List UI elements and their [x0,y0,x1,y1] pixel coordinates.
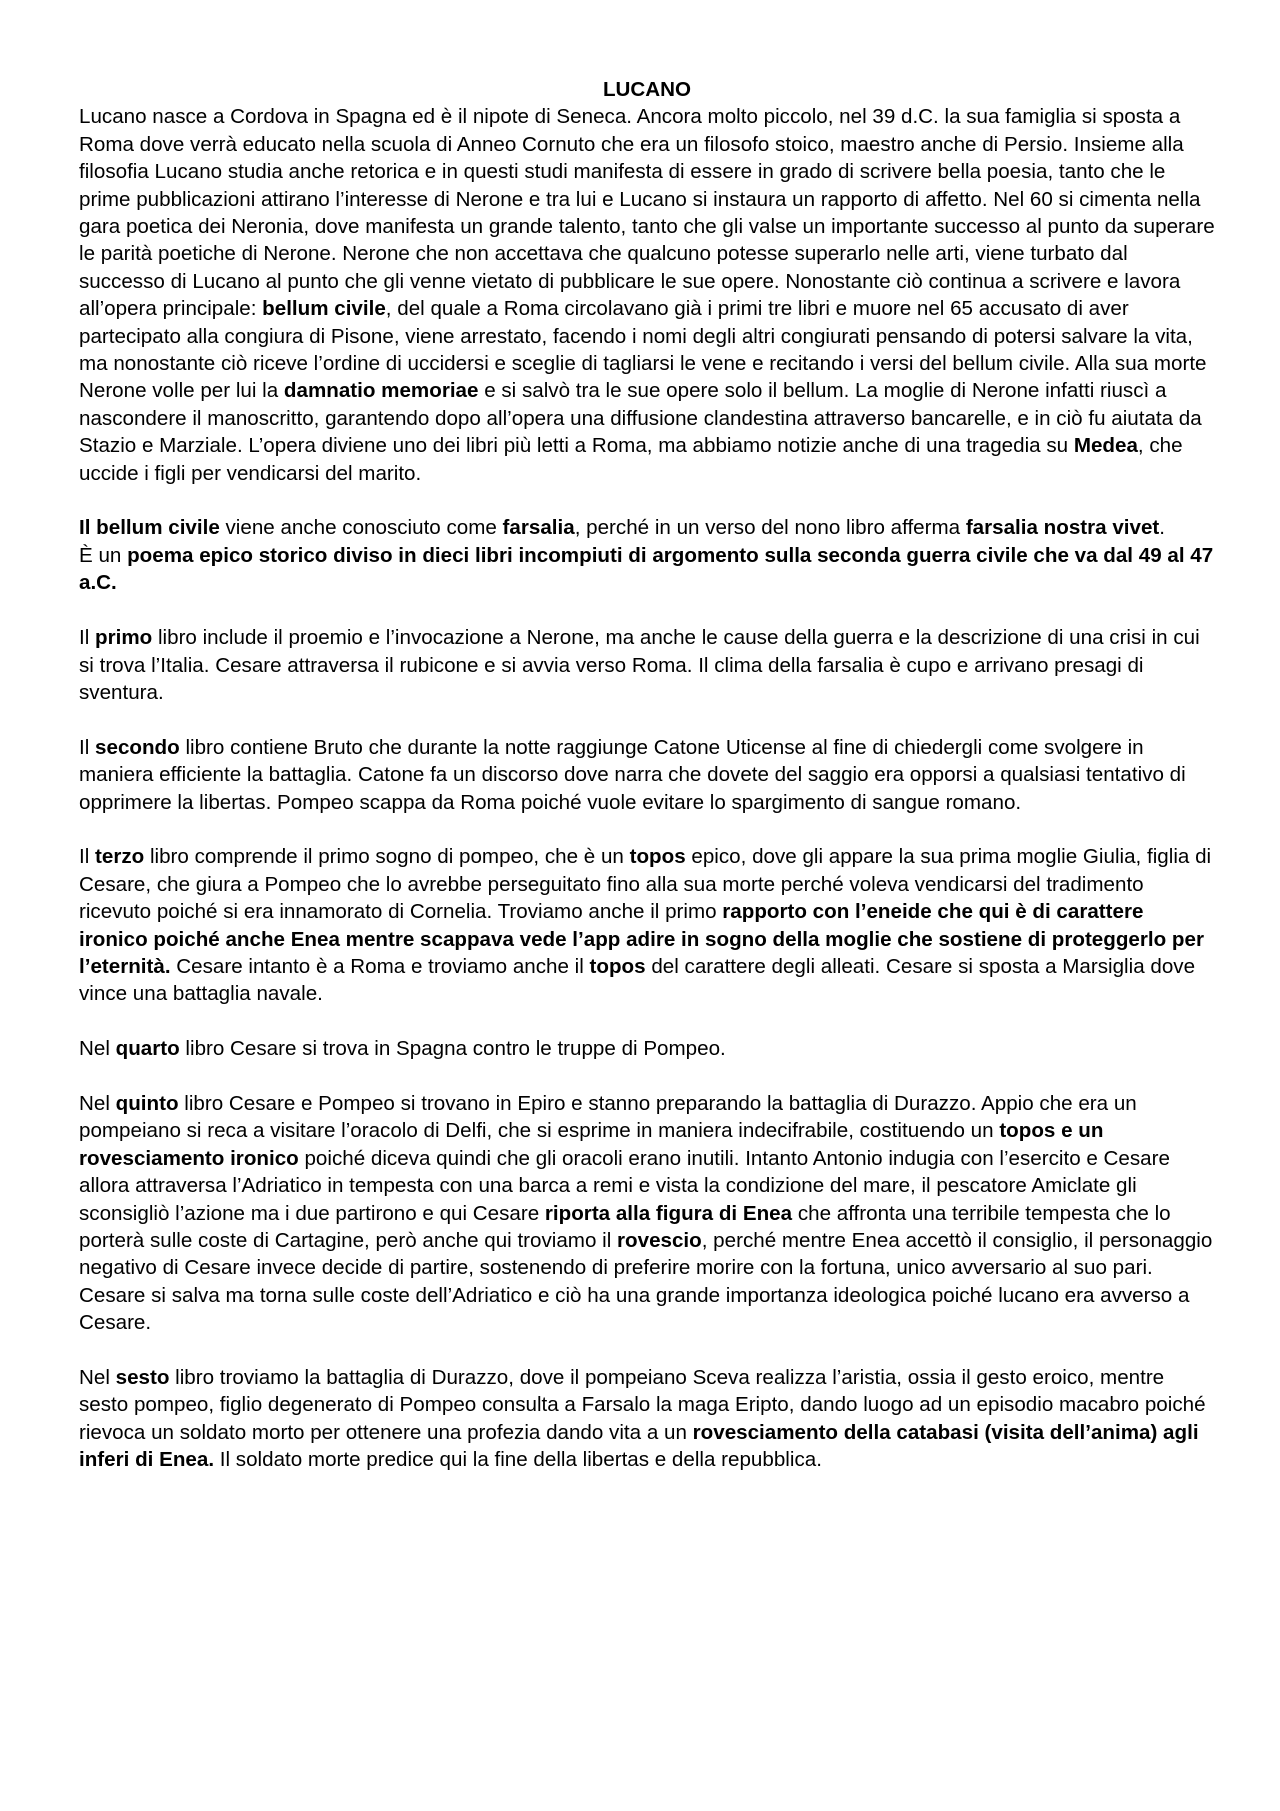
paragraph [79,1090,1215,1337]
bold-text: riporta alla figura di Enea [544,1201,793,1225]
bold-text: Medea [1073,434,1138,458]
text-run: , perché in un verso del nono libro afferma [574,516,966,540]
text-run: , del quale a Roma circolavano già i primi tre libri e muore nel 65 accusato di aver partecipato alla congiura di Pisone, viene arrestato, facendo i nomi degli altri congiurati pensando di potersi salvare la vita, ma nonostante ciò riceve l’ordine di uccidersi e sceglie di tagliarsi le vene e recitando i versi del bellum civile. Alla sua morte Nerone volle per lui la [79,297,1207,403]
bold-text: secondo [95,735,180,759]
text-run: È un [79,543,128,567]
document-page [79,76,1215,1474]
bold-text: poema epico storico diviso in dieci libri incompiuti di argomento sulla seconda guerra civile che va dal 49 al 47 a.C. [79,543,1214,595]
paragraph [79,1364,1215,1474]
text-run: che affronta una terribile tempesta che lo porterà sulle coste di Cartagine, però anche qui troviamo il [79,1201,1171,1252]
paragraph [79,514,1215,596]
text-run: libro contiene Bruto che durante la notte raggiunge Catone Uticense al fine di chiedergli come svolgere in maniera efficiente la battaglia. Catone fa un discorso dove narra che dovete del saggio era opporsi a qualsiasi tentativo di opprimere la libertas. Pompeo scappa da Roma poiché vuole evitare lo spargimento di sangue romano. [79,735,1186,814]
text-run: Nel [79,1037,116,1061]
document-body [79,103,1215,1473]
text-run: Cesare intanto è a Roma e troviamo anche il [170,954,590,978]
bold-text: quinto [115,1091,179,1115]
text-run: poiché diceva quindi che gli oracoli erano inutili. Intanto Antonio indugia con l’esercito e Cesare allora attraversa l’Adriatico in tempesta con una barca a remi e vista la condizione del mare, il pescatore Amiclate gli sconsigliò l’azione ma i due partirono e qui Cesare [79,1146,1170,1225]
text-run: , che uccide i figli per vendicarsi del marito. [79,434,1183,485]
bold-text: topos [589,954,646,978]
text-run: . [1159,516,1166,540]
bold-text: bellum civile [262,297,386,321]
bold-text: Il bellum civile [79,516,220,540]
bold-text: quarto [115,1037,180,1061]
bold-text: damnatio memoriae [283,379,479,403]
bold-text: topos [629,845,686,869]
text-run: libro troviamo la battaglia di Durazzo, dove il pompeiano Sceva realizza l’aristia, ossia il gesto eroico, mentre sesto pompeo, figlio degenerato di Pompeo consulta a Farsalo la maga Eripto, dando luogo ad un episodio macabro poiché rievoca un soldato morto per ottenere una profezia dando vita a un [79,1365,1206,1444]
paragraph [79,1035,1215,1062]
text-run: viene anche conosciuto come [219,516,503,540]
paragraph [79,843,1215,1007]
text-run: epico, dove gli appare la sua prima moglie Giulia, figlia di Cesare, che giura a Pompeo che lo avrebbe perseguitato fino alla sua morte perché voleva vendicarsi del tradimento ricevuto poiché si era innamorato di Cornelia. Troviamo anche il primo [79,845,1212,924]
bold-text: primo [95,626,153,650]
document-title: LUCANO [602,78,692,101]
bold-text: terzo [95,845,145,869]
text-run: Nel [79,1091,116,1115]
text-run: libro include il proemio e l’invocazione a Nerone, ma anche le cause della guerra e la descrizione di una crisi in cui si trova l’Italia. Cesare attraversa il rubicone e si avvia verso Roma. Il clima della farsalia è cupo e arrivano presagi di sventura. [79,626,1200,704]
bold-text: sesto [115,1365,170,1389]
paragraph [79,624,1215,706]
text-run: Il [79,845,96,869]
text-run: del carattere degli alleati. Cesare si sposta a Marsiglia dove vince una battaglia navale. [79,954,1196,1006]
paragraph [79,103,1215,487]
text-run: Il [79,735,96,759]
text-run: libro Cesare si trova in Spagna contro le truppe di Pompeo. [179,1037,726,1061]
text-run: Lucano nasce a Cordova in Spagna ed è il nipote di Seneca. Ancora molto piccolo, nel 39 d.C. la sua famiglia si sposta a Roma dove verrà educato nella scuola di Anneo Cornuto che era un filosofo stoico, maestro anche di Persio. Insieme alla filosofia Lucano studia anche retorica e in questi studi manifesta di essere in grado di scrivere bella poesia, tanto che le prime pubblicazioni attirano l’interesse di Nerone e tra lui e Lucano si instaura un rapporto di affetto. Nel 60 si cimenta nella gara poetica dei Neronia, dove manifesta un grande talento, tanto che gli valse un importante successo al punto da superare le parità poetiche di Nerone. Nerone che non accettava che qualcuno potesse superarlo nelle arti, viene turbato dal successo di Lucano al punto che gli venne vietato di pubblicare le sue opere. Nonostante ciò continua a scrivere e lavora all’opera principale: [79,105,1215,321]
text-run: libro comprende il primo sogno di pompeo, che è un [144,845,630,869]
paragraph [79,734,1215,816]
bold-text: farsalia [502,516,575,540]
bold-text: farsalia nostra vivet [965,516,1160,540]
text-run: Nel [79,1365,116,1389]
text-run: Il [79,626,96,650]
text-run: Il soldato morte predice qui la fine della libertas e della repubblica. [214,1448,822,1472]
text-run: , perché mentre Enea accettò il consiglio, il personaggio negativo di Cesare invece decide di partire, sostenendo di preferire morire con la fortuna, unico avversario al suo pari. Cesare si salva ma torna sulle coste dell’Adriatico e ciò ha una grande importanza ideologica poiché lucano era avverso a Cesare. [79,1228,1213,1335]
bold-text: topos e un rovesciamento ironico [79,1119,1104,1170]
bold-text: rovescio [617,1228,702,1252]
text-run: libro Cesare e Pompeo si trovano in Epiro e stanno preparando la battaglia di Durazzo. Appio che era un pompeiano si reca a visitare l’oracolo di Delfi, che si esprime in maniera indecifrabile, costituendo un [79,1091,1137,1143]
bold-text: rovesciamento della catabasi (visita dell’anima) agli inferi di Enea. [79,1420,1199,1472]
text-run: e si salvò tra le sue opere solo il bellum. La moglie di Nerone infatti riuscì a nascondere il manoscritto, garantendo dopo all’opera una diffusione clandestina attraverso bancarelle, e in ciò fu aiutata da Stazio e Marziale. L’opera diviene uno dei libri più letti a Roma, ma abbiamo notizie anche di una tragedia su [79,379,1202,458]
bold-text: rapporto con l’eneide che qui è di carattere ironico poiché anche Enea mentre scappava vede l’app adire in sogno della moglie che sostiene di proteggerlo per l’eternità. [79,900,1204,978]
